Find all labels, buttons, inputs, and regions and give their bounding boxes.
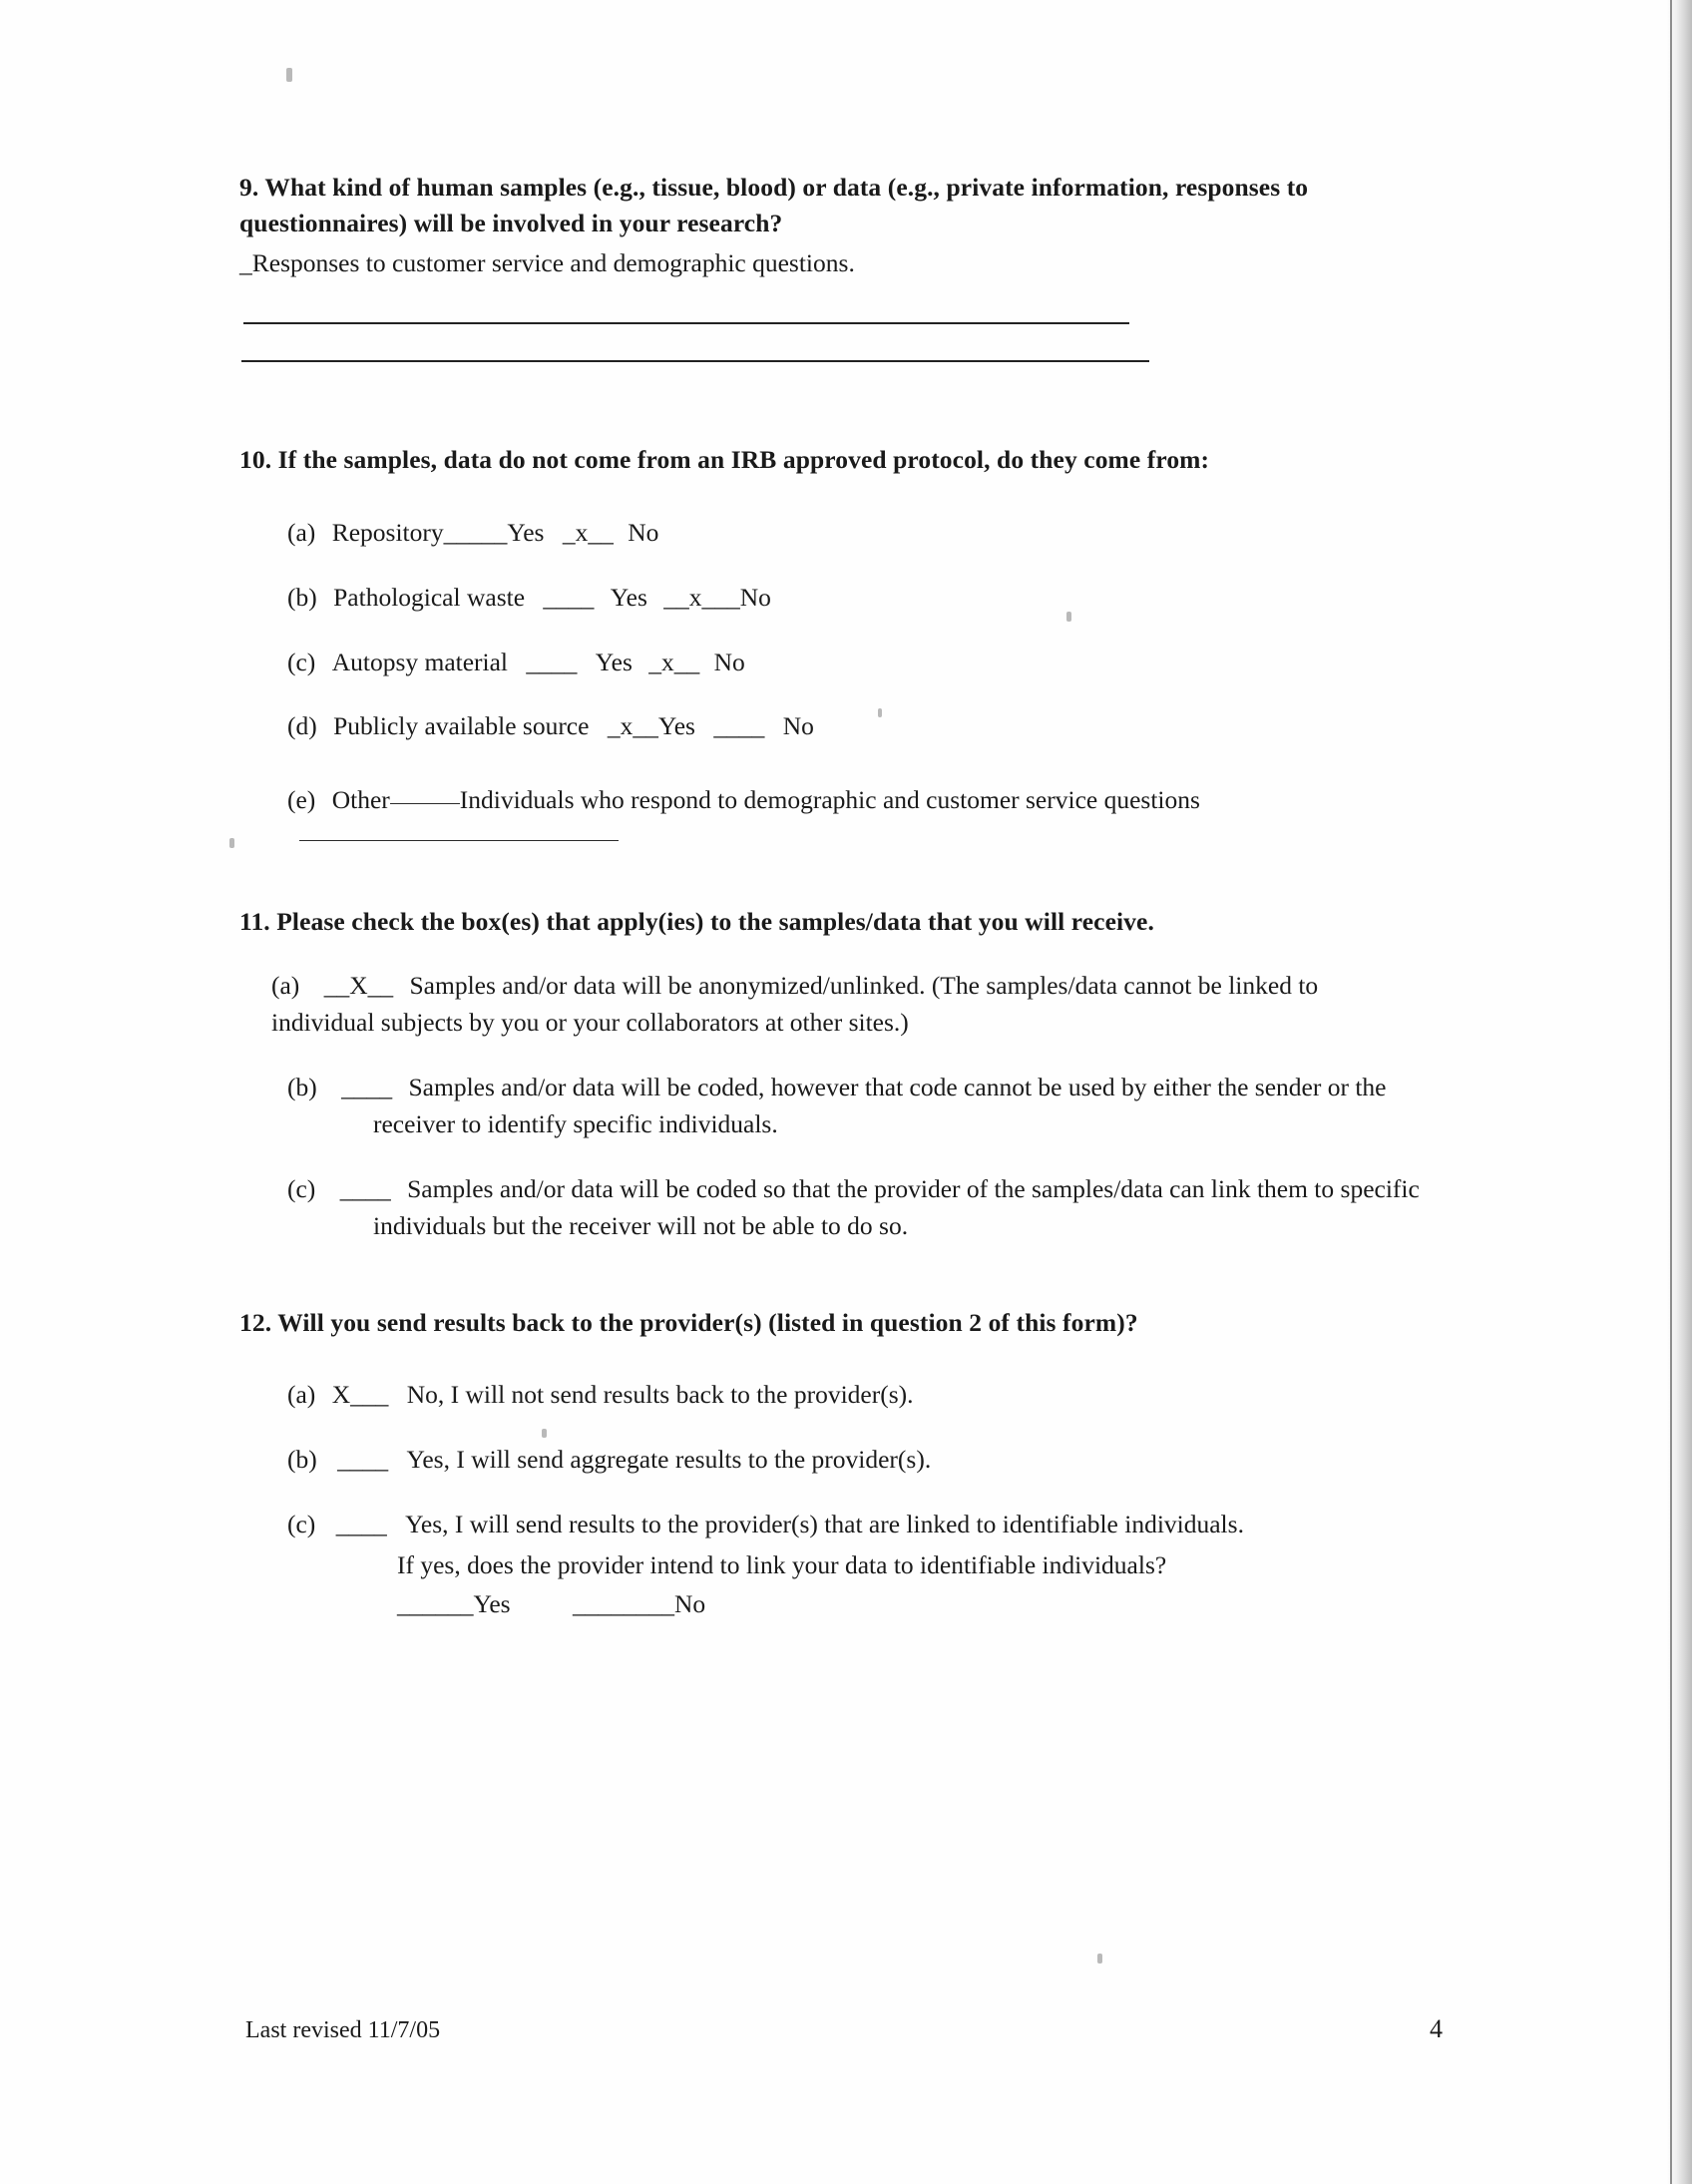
option-c-text: Yes, I will send results to the provider(s) that are linked to identifiable individuals. bbox=[405, 1510, 1244, 1539]
option-a-no-mark[interactable]: _x__ bbox=[562, 517, 614, 547]
question-10-option-d[interactable] bbox=[287, 708, 1427, 745]
footer-revised-text: Last revised 11/7/05 bbox=[245, 2017, 441, 2043]
option-b-text: Yes, I will send aggregate results to the provider(s). bbox=[406, 1445, 932, 1475]
page-footer bbox=[245, 2014, 1443, 2044]
option-a-label: (a) bbox=[287, 1380, 316, 1410]
option-a-yes-line[interactable]: _____ bbox=[443, 517, 508, 547]
scan-speck bbox=[1097, 1954, 1102, 1964]
question-9-answer[interactable]: _Responses to customer service and demographic questions. bbox=[239, 248, 855, 278]
option-c-label: (c) bbox=[287, 1174, 316, 1204]
option-a-checkmark[interactable]: X___ bbox=[331, 1380, 389, 1410]
question-11 bbox=[239, 904, 1427, 1245]
option-c-no-label: No bbox=[713, 647, 745, 676]
option-b-yes-line[interactable]: ____ bbox=[543, 582, 595, 612]
option-b-label: (b) bbox=[287, 582, 317, 612]
option-b-checkmark[interactable]: ____ bbox=[337, 1445, 389, 1475]
scan-speck bbox=[229, 838, 234, 848]
answer-rule-1[interactable] bbox=[243, 322, 1129, 324]
question-12-heading: 12. Will you send results back to the provider(s) (listed in question 2 of this form)? bbox=[239, 1307, 1138, 1337]
option-a-text: Samples and/or data will be anonymized/unlinked. (The samples/data cannot be linked to individual subjects by you or your collaborators at other sites.) bbox=[271, 971, 1319, 1038]
scan-speck bbox=[286, 68, 292, 82]
question-10-heading: 10. If the samples, data do not come from an IRB approved protocol, do they come from: bbox=[239, 445, 1210, 475]
option-c-yes-line[interactable]: ____ bbox=[526, 647, 578, 676]
option-a-label: (a) bbox=[287, 517, 316, 547]
option-a-text: No, I will not send results back to the provider(s). bbox=[406, 1380, 914, 1410]
option-c-label: (c) bbox=[287, 647, 316, 676]
option-a-checkmark[interactable]: __X__ bbox=[323, 971, 394, 1001]
sub-yes-label: Yes bbox=[473, 1589, 511, 1619]
option-e-text: Other bbox=[331, 785, 390, 815]
option-a-yes-label: Yes bbox=[507, 517, 545, 547]
option-e-blank[interactable] bbox=[390, 803, 460, 804]
question-11-option-c[interactable] bbox=[287, 1171, 1427, 1245]
scan-edge-line bbox=[1670, 0, 1672, 2184]
option-b-label: (b) bbox=[287, 1073, 317, 1102]
question-12-option-a[interactable] bbox=[287, 1377, 1427, 1414]
option-d-no-line[interactable]: ____ bbox=[713, 711, 765, 741]
option-d-no-label: No bbox=[782, 711, 814, 741]
sub-yes-line[interactable]: ______ bbox=[397, 1589, 474, 1619]
option-c-text: Samples and/or data will be coded so that the provider of the samples/data can link them to specific individuals but the receiver will not be able to do so. bbox=[373, 1174, 1420, 1240]
option-b-label: (b) bbox=[287, 1445, 317, 1475]
question-10-option-c[interactable] bbox=[287, 645, 1427, 681]
option-d-text: Publicly available source bbox=[333, 711, 590, 741]
option-b-no-mark[interactable]: __x___ bbox=[663, 582, 740, 612]
option-c-no-mark[interactable]: _x__ bbox=[648, 647, 700, 676]
question-12 bbox=[239, 1305, 1427, 1623]
option-e-answer[interactable]: Individuals who respond to demographic and customer service questions bbox=[459, 785, 1200, 815]
option-b-no-label: No bbox=[739, 582, 771, 612]
question-9 bbox=[239, 170, 1427, 362]
option-a-label: (a) bbox=[271, 971, 300, 1001]
option-b-text: Pathological waste bbox=[333, 582, 526, 612]
option-c-label: (c) bbox=[287, 1510, 316, 1539]
question-11-heading: 11. Please check the box(es) that apply(ies) to the samples/data that you will receive. bbox=[239, 906, 1154, 936]
option-c-yes-label: Yes bbox=[595, 647, 633, 676]
option-b-checkmark[interactable]: ____ bbox=[341, 1073, 393, 1102]
question-10-option-e[interactable] bbox=[287, 781, 1427, 858]
question-11-option-a[interactable] bbox=[271, 968, 1427, 1042]
option-d-yes-label: Yes bbox=[657, 711, 695, 741]
question-10-option-b[interactable] bbox=[287, 580, 1427, 617]
option-e-label: (e) bbox=[287, 785, 316, 815]
option-b-text: Samples and/or data will be coded, however that code cannot be used by either the sender or the receiver to identify specific individuals. bbox=[373, 1073, 1387, 1139]
question-12-option-b[interactable] bbox=[287, 1442, 1427, 1479]
question-12-option-c[interactable] bbox=[287, 1507, 1427, 1543]
question-12-sub-answers[interactable] bbox=[397, 1586, 1427, 1623]
option-c-checkmark[interactable]: ____ bbox=[339, 1174, 391, 1204]
question-9-heading: 9. What kind of human samples (e.g., tissue, blood) or data (e.g., private information, responses to questionnaires) will be involved in your research? bbox=[239, 173, 1309, 238]
question-10 bbox=[239, 442, 1427, 858]
sub-no-line[interactable]: ________ bbox=[572, 1589, 674, 1619]
option-e-answer-rule[interactable] bbox=[299, 840, 619, 841]
question-11-option-b[interactable] bbox=[287, 1070, 1427, 1143]
option-d-label: (d) bbox=[287, 711, 317, 741]
question-12-sub-question: If yes, does the provider intend to link your data to identifiable individuals? bbox=[397, 1550, 1167, 1580]
question-10-option-a[interactable] bbox=[287, 515, 1427, 552]
footer-page-number: 4 bbox=[1430, 2014, 1443, 2043]
option-a-no-label: No bbox=[628, 517, 659, 547]
option-c-checkmark[interactable]: ____ bbox=[335, 1510, 387, 1539]
option-b-yes-label: Yes bbox=[610, 582, 647, 612]
document-body bbox=[239, 170, 1427, 1623]
option-d-yes-mark[interactable]: _x__ bbox=[607, 711, 658, 741]
option-c-text: Autopsy material bbox=[331, 647, 509, 676]
sub-no-label: No bbox=[673, 1589, 706, 1619]
option-a-text: Repository bbox=[331, 517, 444, 547]
